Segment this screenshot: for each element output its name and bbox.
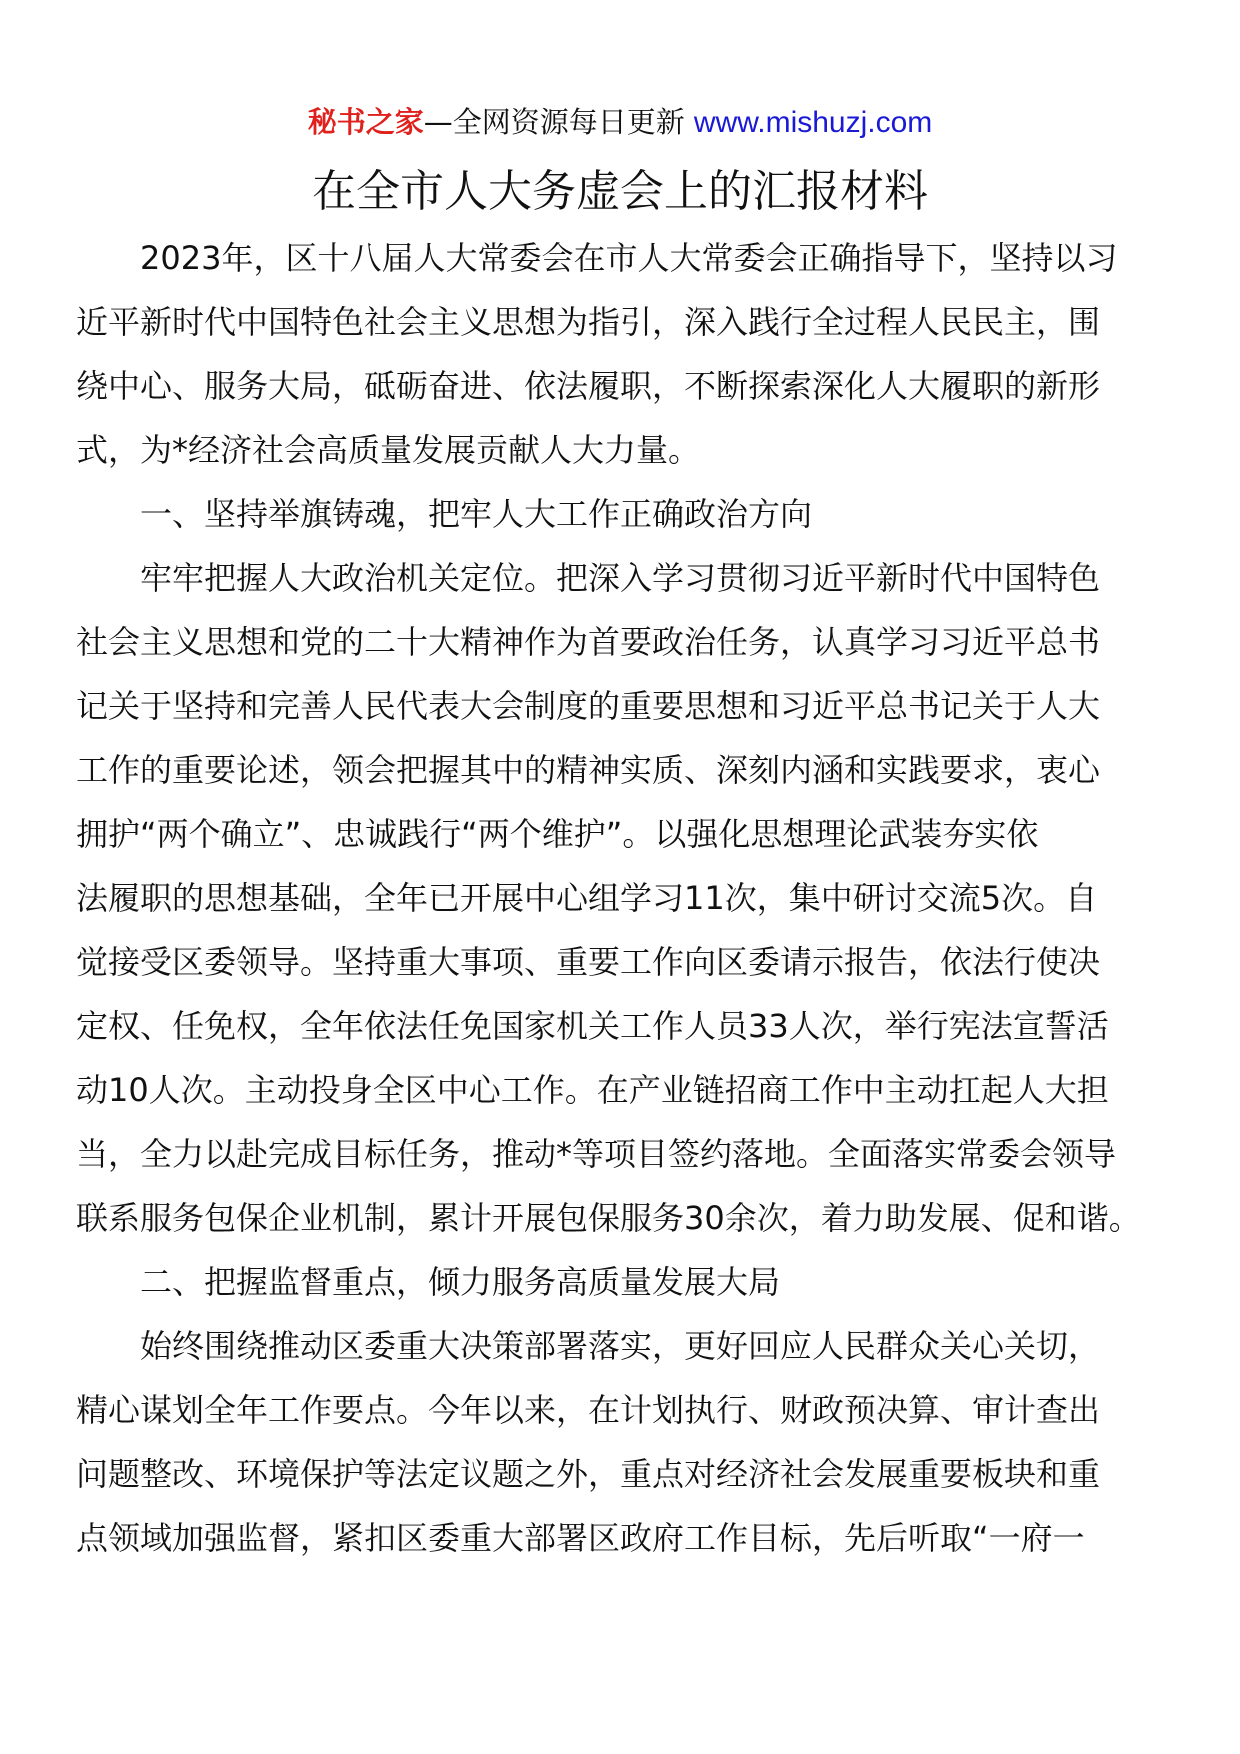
site-tagline: —全网资源每日更新 — [423, 105, 694, 139]
body-line: 当，全力以赴完成目标任务，推动*等项目签约落地。全面落实常委会领导 — [76, 1135, 1117, 1173]
body-line: 觉接受区委领导。坚持重大事项、重要工作向区委请示报告，依法行使决 — [76, 943, 1101, 981]
body-line: 精心谋划全年工作要点。今年以来，在计划执行、财政预决算、审计查出 — [76, 1391, 1101, 1429]
body-line: 法履职的思想基础，全年已开展中心组学习11次，集中研讨交流5次。自 — [76, 879, 1098, 917]
body-line: 动10人次。主动投身全区中心工作。在产业链招商工作中主动扛起人大担 — [76, 1071, 1109, 1109]
body-line: 拥护“两个确立”、忠诚践行“两个维护”。以强化思想理论武装夯实依 — [76, 815, 1039, 853]
body-line: 工作的重要论述，领会把握其中的精神实质、深刻内涵和实践要求，衷心 — [76, 751, 1101, 789]
document-title: 在全市人大务虚会上的汇报材料 — [312, 166, 928, 217]
document-body — [76, 226, 1186, 1570]
body-line: 近平新时代中国特色社会主义思想为指引，深入践行全过程人民民主，围 — [76, 303, 1101, 341]
body-line: 式，为*经济社会高质量发展贡献人大力量。 — [76, 431, 701, 469]
body-line: 定权、任免权，全年依法任免国家机关工作人员33人次，举行宪法宣誓活 — [76, 1007, 1109, 1045]
body-line: 牢牢把握人大政治机关定位。把深入学习贯彻习近平新时代中国特色 — [140, 559, 1101, 597]
body-line: 记关于坚持和完善人民代表大会制度的重要思想和习近平总书记关于人大 — [76, 687, 1101, 725]
body-line: 问题整改、环境保护等法定议题之外，重点对经济社会发展重要板块和重 — [76, 1455, 1101, 1493]
body-line: 始终围绕推动区委重大决策部署落实，更好回应人民群众关心关切， — [140, 1327, 1101, 1365]
site-brand: 秘书之家 — [307, 105, 424, 139]
body-line: 社会主义思想和党的二十大精神作为首要政治任务，认真学习习近平总书 — [76, 623, 1101, 661]
site-url-link[interactable]: www.mishuzj.com — [693, 106, 933, 139]
site-header — [0, 100, 1240, 144]
body-line: 绕中心、服务大局，砥砺奋进、依法履职，不断探索深化人大履职的新形 — [76, 367, 1101, 405]
body-line: 点领域加强监督，紧扣区委重大部署区政府工作目标，先后听取“一府一 — [76, 1519, 1085, 1557]
body-line: 2023年，区十八届人大常委会在市人大常委会正确指导下，坚持以习 — [140, 239, 1118, 277]
section-heading-2: 二、把握监督重点，倾力服务高质量发展大局 — [140, 1263, 781, 1301]
body-line: 联系服务包保企业机制，累计开展包保服务30余次，着力助发展、促和谐。 — [76, 1199, 1141, 1237]
section-heading-1: 一、坚持举旗铸魂，把牢人大工作正确政治方向 — [140, 495, 813, 533]
